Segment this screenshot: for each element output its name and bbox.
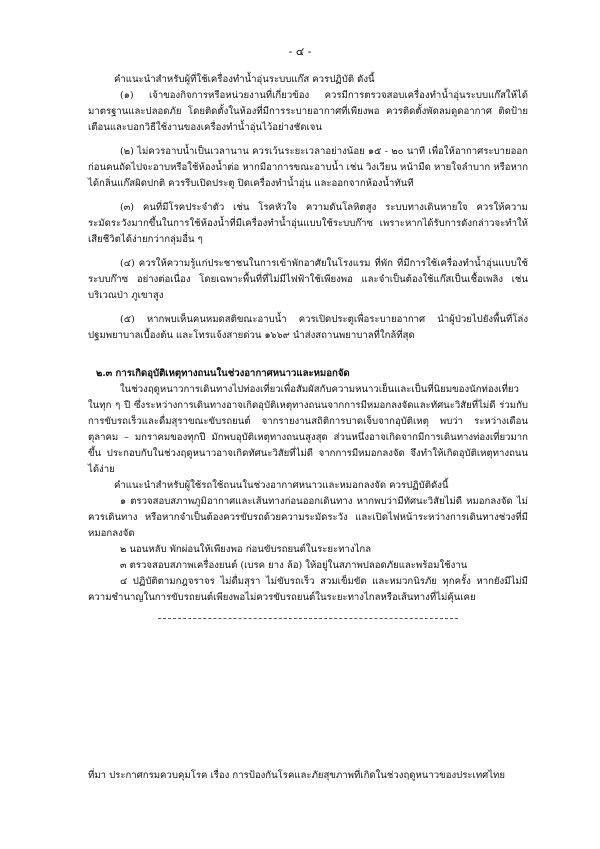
section2-body: ในช่วงฤดูหนาวการเดินทางไปท่องเที่ยวเพื่อสัมผัสกับความหนาวเย็นและเป็นที่นิยมของนักท่องเที่ยวในทุก ๆ ปี ซึ่งระหว่างการเดินทางอาจเกิดอุบัติเหตุทางถนนจากการมีหมอกลงจัดและทัศนะวิสัยที่ไม่ดี ร่วมกับการขับรถเร็วและดื่มสุราขณะขับรถยนต์ จากรายงานสถิติการบาดเจ็บจากอุบัติเหตุ พบว่า ระหว่างเดือนตุลาคม – มกราคมของทุกปี มักพบอุบัติเหตุทางถนนสูงสุด ส่วนหนึ่งอาจเกิดจากมีการเดินทางท่องเที่ยวมากขึ้น ประกอบกับในช่วงฤดูหนาวอาจเกิดทัศนะวิสัยที่ไม่ดี จากการมีหมอกลงจัด จึงทำให้เกิดอุบัติเหตุทางถนนได้ง่าย (88, 384, 528, 475)
section2-item-2: ๒ นอนหลับ พักผ่อนให้เพียงพอ ก่อนขับรถยนต์ในระยะทางไกล (120, 544, 372, 555)
section2-item-4: ๔ ปฏิบัติตามกฎจราจร ไม่ดื่มสุรา ไม่ขับรถเร็ว สวมเข็มขัด และหมวกนิรภัย ทุกครั้ง หากยังมีไม่มีความชำนาญในการขับรถยนต์เพียงพอไม่ควรขับรถยนต์ในระยะทางไกลหรือเส้นทางที่ไม่คุ้นเคย (88, 576, 528, 603)
end-divider (158, 618, 458, 619)
section1-item-3: (๓) คนที่มีโรคประจำตัว เช่น โรคหัวใจ ความดันโลหิตสูง ระบบทางเดินหายใจ ควรให้ความระมัดระวังมากขึ้นในการใช้ห้องน้ำที่มีเครื่องทำน้ำอุ่นแบบใช้ระบบก๊าซ เพราะหากได้รับการดังกล่าวจะทำให้เสียชีวิตได้ง่ายกว่ากลุ่มอื่น ๆ (88, 202, 528, 245)
section1-item-1: (๑) เจ้าของกิจการหรือหน่วยงานที่เกี่ยวข้อง ควรมีการตรวจสอบเครื่องทำน้ำอุ่นระบบแก๊สให้ได้มาตรฐานและปลอดภัย โดยติดตั้งในห้องที่มีการระบายอากาศที่เพียงพอ ควรติดตั้งพัดลมดูดอากาศ ติดป้ายเตือนและบอกวิธีใช้งานของเครื่องทำน้ำอุ่นไว้อย่างชัดเจน (88, 90, 528, 133)
section2-title: ๒.๓ การเกิดอุบัติเหตุทางถนนในช่วงอากาศหนาวและหมอกจัด (96, 368, 350, 379)
page-number: - ๔ - (288, 45, 312, 58)
source-note: ที่มา ประกาศกรมควบคุมโรค เรื่อง การป้องกันโรคและภัยสุขภาพที่เกิดในช่วงฤดูหนาวของประเทศไทย (88, 770, 506, 781)
section2-item-1: ๑ ตรวจสอบสภาพภูมิอากาศและเส้นทางก่อนออกเดินทาง หากพบว่ามีทัศนะวิสัยไม่ดี หมอกลงจัด ไม่ควรเดินทาง หรือหากจำเป็นต้องควรขับรถด้วยความระมัดระวัง และเปิดไฟหน้าระหว่างการเดินทางช่วงที่มีหมอกลงจัด (88, 496, 528, 539)
section2-intro: คำแนะนำสำหรับผู้ใช้รถใช้ถนนในช่วงอากาศหนาวและหมอกลงจัด ควรปฏิบัติดังนี้ (114, 480, 449, 491)
section1-item-2: (๒) ไม่ควรอาบน้ำเป็นเวลานาน ควรเว้นระยะเวลาอย่างน้อย ๑๕ - ๒๐ นาที เพื่อให้อากาศระบายออกก่อนคนถัดไปจะอาบหรือใช้ห้องน้ำต่อ หากมีอาการขณะอาบน้ำ เช่น วิงเวียน หน้ามืด หายใจลำบาก หรือหากได้กลิ่นแก๊สผิดปกติ ควรรีบเปิดประตู ปิดเครื่องทำน้ำอุ่น และออกจากห้องน้ำทันที (88, 146, 528, 189)
section2-item-3: ๓ ตรวจสอบสภาพเครื่องยนต์ (เบรค ยาง ล้อ) ให้อยู่ในสภาพปลอดภัยและพร้อมใช้งาน (120, 560, 468, 571)
document-body (88, 72, 528, 619)
section1-intro: คำแนะนำสำหรับผู้ที่ใช้เครื่องทำน้ำอุ่นระบบแก๊ส ควรปฏิบัติ ดังนี้ (114, 74, 375, 85)
section1-item-5: (๕) หากพบเห็นคนหมดสติขณะอาบน้ำ ควรเปิดประตูเพื่อระบายอากาศ นำผู้ป่วยไปยังพื้นที่โล่ง ปฐมพยาบาลเบื้องต้น และโทรแจ้งสายด่วน ๑๖๖๙ นำส่งสถานพยาบาลที่ใกล้ที่สุด (88, 314, 528, 341)
section1-item-4: (๔) ควรให้ความรู้แก่ประชาชนในการเข้าพักอาศัยในโรงแรม ที่พัก ที่มีการใช้เครื่องทำน้ำอุ่นแบบใช้ระบบก๊าซ อย่างต่อเนื่อง โดยเฉพาะพื้นที่ที่ไม่มีไฟฟ้าใช้เพียงพอ และจำเป็นต้องใช้แก๊สเป็นเชื้อเพลิง เช่น บริเวณป่า ภูเขาสูง (88, 258, 528, 301)
